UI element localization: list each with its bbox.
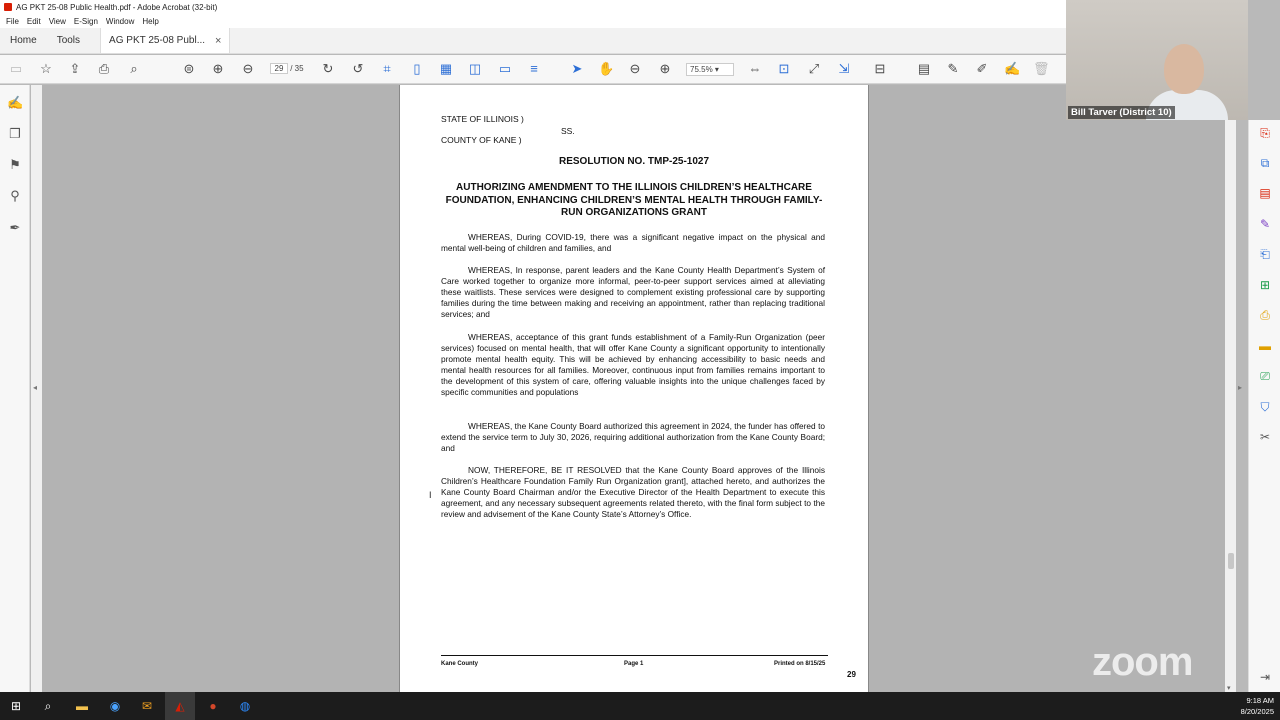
zoom-taskbar-icon[interactable]: ◍ xyxy=(239,699,251,713)
bookmark-star-icon[interactable]: ☆ xyxy=(40,61,52,76)
mail-app-icon[interactable]: ✉ xyxy=(141,699,153,713)
sign-icon[interactable]: ✍ xyxy=(1004,61,1021,76)
state-line: STATE OF ILLINOIS ) xyxy=(441,114,524,124)
page-fit-icon[interactable]: ⊜ xyxy=(183,61,195,76)
packet-page-number: 29 xyxy=(847,670,856,679)
more-tools-icon[interactable]: ✂ xyxy=(1259,430,1271,444)
participant-name: Bill Tarver (District 10) xyxy=(1068,106,1175,119)
windows-taskbar xyxy=(0,692,1280,720)
footer-center: Page 1 xyxy=(624,661,644,667)
search-icon[interactable]: ⌕ xyxy=(44,699,52,713)
print-icon[interactable]: ⎙ xyxy=(98,61,110,76)
menu-window[interactable]: Window xyxy=(105,16,135,26)
fill-sign-tool-icon[interactable]: ✎ xyxy=(1259,217,1271,231)
fit-width-icon[interactable]: ⇔ xyxy=(748,61,762,76)
resolved-paragraph: NOW, THEREFORE, BE IT RESOLVED that the Kane County Board approves of the Illinois Children’s Healthcare Foundation Family Run Organization grant], attached hereto, and authorizes the Kane County Board Chairman and/or the Executive Director of the Health Department to execute this agreement, and any necessary subsequent agreements related thereto, with the final form subject to the review and advisement of the Kane County State’s Attorney’s Office. xyxy=(441,465,825,519)
bookmarks-icon[interactable]: ⚑ xyxy=(9,157,21,172)
ss-mark: SS. xyxy=(561,126,575,136)
send-for-signature-icon[interactable]: ⎗ xyxy=(1260,247,1270,261)
tab-document[interactable] xyxy=(100,28,230,53)
attachments-icon[interactable]: ⚲ xyxy=(10,188,20,203)
scan-ocr-icon[interactable]: ⎙ xyxy=(1260,308,1270,322)
clock-time: 9:18 AM xyxy=(1246,696,1274,705)
delete-icon[interactable]: 🗑 xyxy=(1033,61,1050,76)
presentation-icon[interactable]: ▭ xyxy=(498,61,512,76)
left-navigation-panel xyxy=(0,85,30,692)
comment-icon[interactable]: ▤ xyxy=(917,61,931,76)
tab-home[interactable]: Home xyxy=(10,35,37,46)
fit-page-icon[interactable]: ⊡ xyxy=(778,61,790,76)
clock-date: 8/20/2025 xyxy=(1240,707,1274,716)
zoom-level-value: 75.5% xyxy=(690,65,713,74)
comment-tool-icon[interactable]: ▬ xyxy=(1259,339,1271,353)
current-page-input[interactable]: 29 xyxy=(270,63,288,74)
organize-icon[interactable]: ▦ xyxy=(439,61,453,76)
text-cursor-icon: I xyxy=(429,490,432,500)
signatures-icon[interactable]: ✒ xyxy=(9,220,21,235)
create-pdf-icon[interactable]: ▯ xyxy=(413,61,421,76)
windows-start-icon[interactable]: ⊞ xyxy=(10,699,22,713)
title-bar xyxy=(0,0,1066,14)
whereas-paragraph-2: WHEREAS, In response, parent leaders and the Kane County Health Department’s System of Care worked together to organize more informal, peer-to-peer support services aimed at alleviating these waitlists. These services were designed to complement existing professional care by supporting families during the time between making and receiving an appointment, rather than replacing traditional services; and xyxy=(441,265,825,319)
organize-pages-icon[interactable]: ⊞ xyxy=(1259,278,1271,292)
menu-edit[interactable]: Edit xyxy=(26,16,41,26)
protect-icon[interactable]: ⛉ xyxy=(1260,400,1270,414)
collapse-panel-icon[interactable]: ⇥ xyxy=(1259,670,1271,684)
vertical-scrollbar[interactable] xyxy=(1225,85,1236,692)
zoom-in-icon[interactable]: ⊕ xyxy=(659,61,671,76)
window-title: AG PKT 25-08 Public Health.pdf - Adobe Acrobat (32-bit) xyxy=(16,2,218,12)
create-pdf-tool-icon[interactable]: ⧉ xyxy=(1260,156,1270,170)
menu-view[interactable]: View xyxy=(48,16,66,26)
zoom-search-icon[interactable]: ⌕ xyxy=(130,61,138,76)
whereas-paragraph-4: WHEREAS, the Kane County Board authorized this agreement in 2024, the funder has offered to extend the service term to July 30, 2026, requiring additional authorization from the Kane County Board; and xyxy=(441,421,825,453)
pdf-page xyxy=(399,85,869,692)
close-tab-icon[interactable]: × xyxy=(215,34,222,47)
save-icon[interactable]: ▭ xyxy=(9,61,23,76)
resolution-number: RESOLUTION NO. TMP-25-1027 xyxy=(558,156,710,167)
rotate-cw-icon[interactable]: ↻ xyxy=(322,61,334,76)
acrobat-taskbar-icon[interactable]: ◭ xyxy=(175,699,185,713)
scroll-down-icon[interactable]: ▾ xyxy=(1227,685,1231,692)
chrome-icon[interactable]: ◉ xyxy=(109,699,121,713)
resolution-title: AUTHORIZING AMENDMENT TO THE ILLINOIS CHILDREN’S HEALTHCARE FOUNDATION, ENHANCING CHILDREN’S MENTAL HEALTH THROUGH FAMILY-RUN ORGANIZATIONS GRANT xyxy=(445,182,823,218)
crop-icon[interactable]: ⌗ xyxy=(383,61,391,76)
next-page-icon[interactable]: ⊖ xyxy=(242,61,254,76)
select-cursor-icon[interactable]: ➤ xyxy=(571,61,583,76)
export-icon[interactable]: ⇲ xyxy=(838,61,850,76)
pen-icon[interactable]: ✐ xyxy=(976,61,988,76)
system-clock[interactable] xyxy=(1241,695,1274,717)
zoom-video-tile[interactable] xyxy=(1066,0,1248,120)
scrollbar-thumb[interactable] xyxy=(1228,553,1234,569)
county-line: COUNTY OF KANE ) xyxy=(441,135,522,145)
whereas-paragraph-1: WHEREAS, During COVID-19, there was a significant negative impact on the physical and mental well-being of children and families, and xyxy=(441,232,825,253)
page-indicator xyxy=(270,63,304,74)
footer-right: Printed on 8/15/25 xyxy=(774,661,826,667)
tab-tools[interactable]: Tools xyxy=(56,35,81,46)
collapse-left-icon[interactable]: ◂ xyxy=(33,383,38,392)
print-production-icon[interactable]: ⎚ xyxy=(1260,369,1270,383)
zoom-watermark-logo: zoom xyxy=(1092,640,1193,684)
document-viewer[interactable] xyxy=(42,85,1225,692)
zoom-level-select[interactable]: 75.5% ▾ xyxy=(686,63,734,76)
menu-file[interactable]: File xyxy=(6,16,19,26)
footer-rule xyxy=(441,655,828,656)
acrobat-app-icon xyxy=(4,3,12,11)
file-explorer-icon[interactable]: ▬ xyxy=(76,699,88,713)
whereas-paragraph-3: WHEREAS, acceptance of this grant funds establishment of a Family-Run Organization (peer services) focused on mental health, that will offer Kane County a significant opportunity to intentionally promote mental health equity. This will be achieved by enhancing accessibility to basic needs and mental health resources for all families. Moreover, continuous input from families remains important to the development of this system of care, offering valuable insights into the unique challenges faced by specific communities and populations xyxy=(441,332,825,397)
compare-icon[interactable]: ◫ xyxy=(468,61,482,76)
edit-pdf-icon[interactable]: ▤ xyxy=(1259,186,1271,200)
powerpoint-icon[interactable]: ● xyxy=(209,699,217,713)
zoom-out-icon[interactable]: ⊖ xyxy=(629,61,641,76)
menu-bar xyxy=(0,14,1066,28)
upload-icon[interactable]: ⇪ xyxy=(69,61,81,76)
main-toolbar xyxy=(0,55,1066,84)
prev-page-icon[interactable]: ⊕ xyxy=(212,61,224,76)
fill-sign-icon[interactable]: ✍ xyxy=(7,95,24,110)
right-tools-panel xyxy=(1248,120,1280,692)
page-thumbnails-icon[interactable]: ❐ xyxy=(9,126,21,141)
page-total: / 35 xyxy=(290,64,304,73)
scroll-mode-icon[interactable]: ≡ xyxy=(530,61,538,76)
hand-tool-icon[interactable]: ✋ xyxy=(598,61,615,76)
tab-document-label: AG PKT 25-08 Publ... xyxy=(109,35,206,46)
export-pdf-icon[interactable]: ⎘ xyxy=(1260,126,1270,140)
highlight-icon[interactable]: ✎ xyxy=(947,61,959,76)
redact-icon[interactable]: ⊟ xyxy=(874,61,886,76)
full-screen-icon[interactable]: ⤢ xyxy=(808,61,820,76)
menu-esign[interactable]: E-Sign xyxy=(73,16,98,26)
left-panel-collapse[interactable] xyxy=(31,85,42,692)
expand-right-panel-icon[interactable]: ▸ xyxy=(1238,383,1243,392)
rotate-ccw-icon[interactable]: ↺ xyxy=(352,61,364,76)
footer-left: Kane County xyxy=(441,661,479,667)
participant-head xyxy=(1164,44,1204,94)
tab-bar xyxy=(0,28,1066,54)
menu-help[interactable]: Help xyxy=(142,16,159,26)
